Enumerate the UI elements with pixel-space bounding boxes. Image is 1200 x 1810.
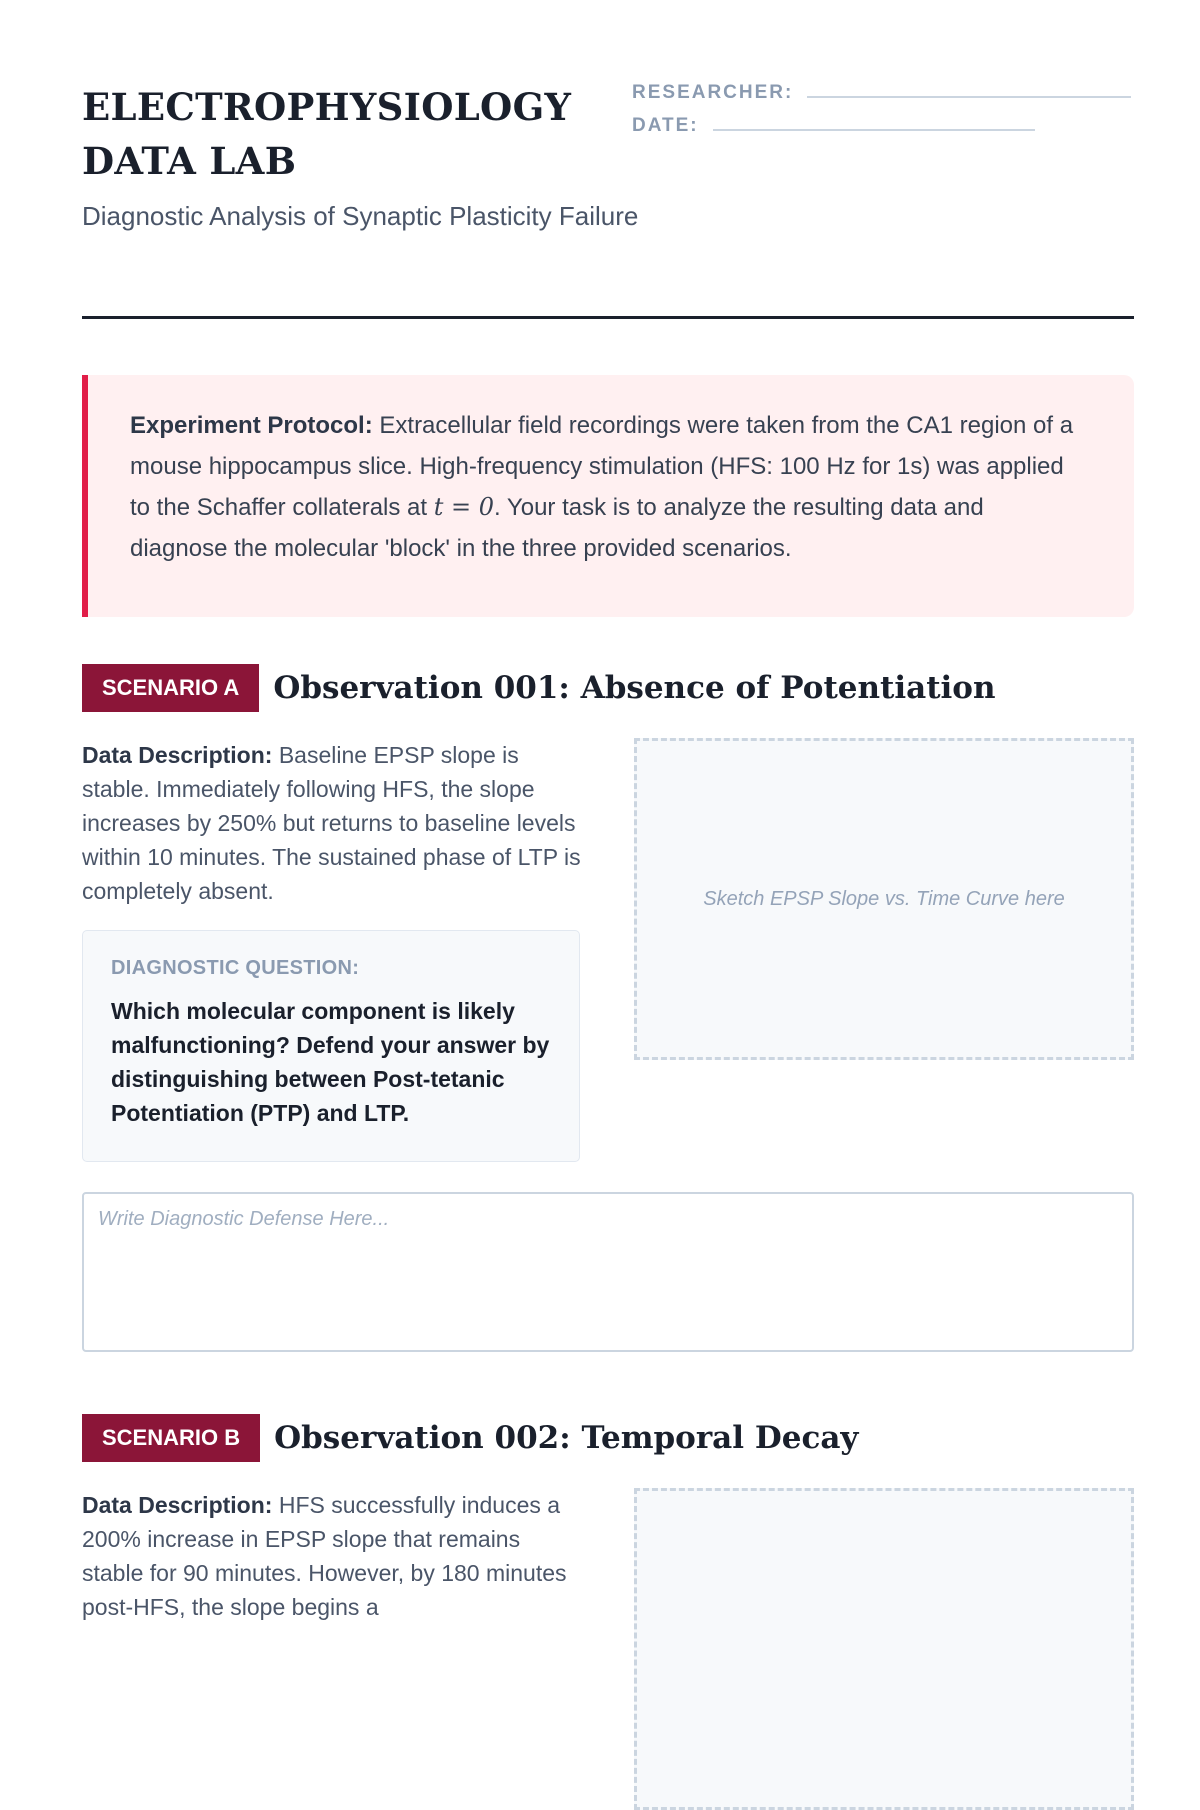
scenario-a-question-box: [82, 930, 580, 1162]
header-divider: [82, 316, 1134, 319]
date-label: DATE:: [632, 115, 699, 136]
researcher-label: RESEARCHER:: [632, 82, 794, 103]
scenario-a-desc-label: Data Description:: [82, 742, 273, 768]
protocol-box: [82, 375, 1134, 617]
scenario-a-description: [82, 738, 582, 908]
scenario-a-badge: SCENARIO A: [82, 664, 259, 712]
scenario-a-heading: [82, 664, 996, 712]
scenario-a-answer-input[interactable]: [82, 1192, 1134, 1352]
scenario-a-sketch-label: Sketch EPSP Slope vs. Time Curve here: [703, 887, 1065, 910]
date-field[interactable]: [713, 129, 1035, 131]
scenario-b-heading: [82, 1414, 858, 1462]
scenario-b-title: Observation 002: Temporal Decay: [274, 1420, 859, 1456]
scenario-b-description: [82, 1488, 582, 1624]
scenario-a-question-text: Which molecular component is likely malfunctioning? Defend your answer by distinguishing between Post-tetanic Potentiation (PTP) and LTP.: [111, 998, 550, 1126]
scenario-b-desc-label: Data Description:: [82, 1492, 273, 1518]
researcher-row: [632, 78, 1131, 108]
protocol-math: t = 0: [433, 493, 495, 521]
scenario-a-desc-text: Baseline EPSP slope is stable. Immediately following HFS, the slope increases by 250% but returns to baseline levels within 10 minutes. The sustained phase of LTP is completely absent.: [82, 742, 581, 904]
date-row: [632, 111, 1035, 141]
scenario-b-badge: SCENARIO B: [82, 1414, 260, 1462]
protocol-text-2: . Your task is to analyze the resulting data and diagnose the molecular 'block' in the three provided scenarios.: [130, 494, 984, 562]
researcher-field[interactable]: [807, 96, 1131, 98]
scenario-a-title: Observation 001: Absence of Potentiation: [273, 670, 996, 706]
lab-subtitle: Diagnostic Analysis of Synaptic Plasticity Failure: [82, 201, 639, 231]
scenario-a-question-label: DIAGNOSTIC QUESTION:: [111, 957, 360, 979]
protocol-text-1: Extracellular field recordings were taken from the CA1 region of a mouse hippocampus slice. High-frequency stimulation (HFS: 100 Hz for 1s) was applied to the Schaffer collaterals at: [130, 412, 1074, 521]
lab-title: ELECTROPHYSIOLOGY DATA LAB: [82, 85, 572, 183]
scenario-b-desc-text: HFS successfully induces a 200% increase in EPSP slope that remains stable for 90 minutes. However, by 180 minutes post-HFS, the slope begins a: [82, 1492, 567, 1620]
scenario-b-sketch-area[interactable]: [634, 1488, 1134, 1810]
scenario-a-sketch-area[interactable]: [634, 738, 1134, 1060]
protocol-label: Experiment Protocol:: [130, 412, 373, 439]
worksheet-header: [82, 80, 1134, 320]
